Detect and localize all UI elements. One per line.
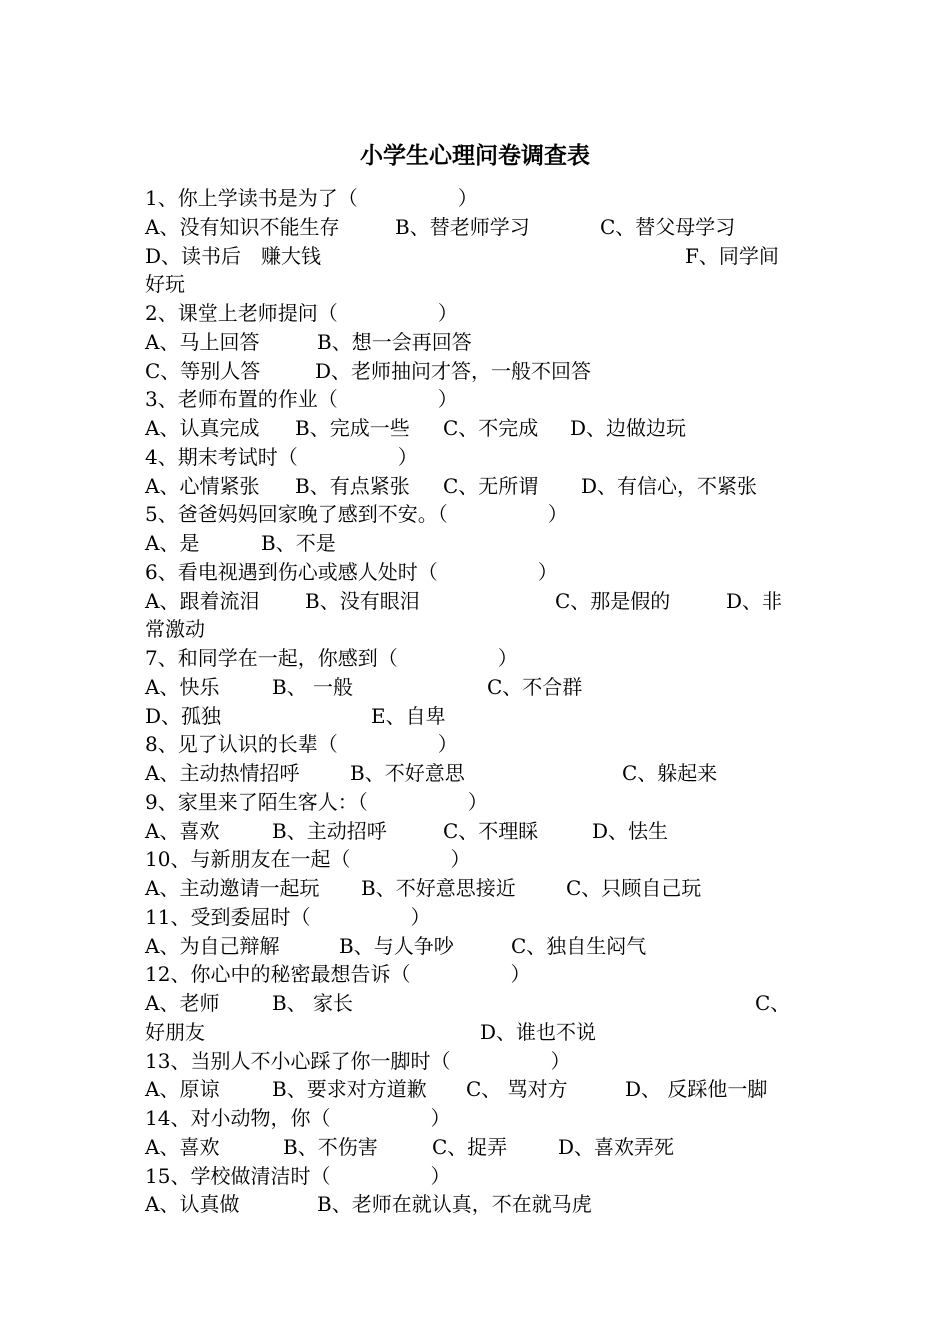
answer-option: B、 一般 xyxy=(272,674,354,699)
answer-option: F、同学间 xyxy=(685,243,779,268)
question-text: 9、家里来了陌生客人：（ ） xyxy=(145,789,488,814)
answer-option: B、没有眼泪 xyxy=(305,588,420,613)
answer-option: A、喜欢 xyxy=(145,818,220,843)
answer-option: C、等别人答 xyxy=(145,358,261,383)
answer-option: C、不合群 xyxy=(487,674,583,699)
answer-option: B、要求对方道歉 xyxy=(272,1077,427,1102)
question-text: 6、看电视遇到伤心或感人处时（ ） xyxy=(145,559,558,584)
answer-option: A、快乐 xyxy=(145,674,220,699)
answer-option: A、心情紧张 xyxy=(145,473,260,498)
answer-option: D、边做边玩 xyxy=(570,416,687,440)
question-text: 15、学校做清洁时（ ） xyxy=(145,1163,451,1188)
question-text: 1、你上学读书是为了（ ） xyxy=(145,186,478,210)
answer-option: C、 骂对方 xyxy=(466,1077,568,1102)
answer-option: B、有点紧张 xyxy=(295,473,410,498)
answer-option: B、完成一些 xyxy=(295,416,410,440)
answer-option: 好朋友 xyxy=(145,1019,205,1044)
question-text: 5、爸爸妈妈回家晚了感到不安。（ ） xyxy=(145,502,568,527)
answer-option: C、无所谓 xyxy=(443,473,539,498)
answer-option: C、替父母学习 xyxy=(600,214,736,239)
answer-option: A、没有知识不能生存 xyxy=(145,214,340,239)
answer-option: D、读书后 赚大钱 xyxy=(145,243,322,268)
answer-option: 常激动 xyxy=(145,617,205,642)
question-text: 12、你心中的秘密最想告诉（ ） xyxy=(145,962,531,987)
question-text: 4、期末考试时（ ） xyxy=(145,444,418,469)
answer-option: A、跟着流泪 xyxy=(145,588,260,613)
answer-option: D、 反踩他一脚 xyxy=(625,1077,768,1102)
answer-option: D、有信心，不紧张 xyxy=(581,473,758,498)
answer-option: C、不完成 xyxy=(443,416,539,440)
answer-option: A、马上回答 xyxy=(145,329,260,354)
question-text: 8、见了认识的长辈（ ） xyxy=(145,732,458,757)
answer-option: B、不是 xyxy=(261,531,336,555)
answer-option: C、 xyxy=(755,991,791,1015)
question-text: 14、对小动物，你（ ） xyxy=(145,1106,451,1130)
answer-option: B、不好意思接近 xyxy=(361,876,516,900)
question-text: 3、老师布置的作业（ ） xyxy=(145,387,458,412)
answer-option: A、老师 xyxy=(145,991,220,1015)
answer-option: A、主动热情招呼 xyxy=(145,761,300,785)
answer-option: A、喜欢 xyxy=(145,1134,220,1159)
answer-option: A、为自己辩解 xyxy=(145,933,280,958)
answer-option: D、非 xyxy=(726,588,783,613)
answer-option: B、与人争吵 xyxy=(339,933,454,958)
answer-option: A、认真做 xyxy=(145,1192,240,1217)
question-text: 10、与新朋友在一起（ ） xyxy=(145,847,471,872)
document-title: 小学生心理问卷调查表 xyxy=(360,142,590,169)
answer-option: A、主动邀请一起玩 xyxy=(145,876,320,900)
answer-option: A、原谅 xyxy=(145,1077,220,1102)
answer-option: B、主动招呼 xyxy=(272,818,387,843)
answer-option: D、谁也不说 xyxy=(480,1019,597,1044)
question-text: 2、课堂上老师提问（ ） xyxy=(145,301,458,325)
question-text: 11、受到委屈时（ ） xyxy=(145,904,431,929)
answer-option: E、自卑 xyxy=(371,703,446,728)
question-text: 13、当别人不小心踩了你一脚时（ ） xyxy=(145,1048,571,1073)
answer-option: B、想一会再回答 xyxy=(317,329,472,354)
answer-option: A、是 xyxy=(145,531,200,555)
answer-option: C、躲起来 xyxy=(622,761,718,785)
question-text: 7、和同学在一起，你感到（ ） xyxy=(145,646,518,670)
answer-option: A、认真完成 xyxy=(145,416,260,440)
answer-option: D、喜欢弄死 xyxy=(558,1134,675,1159)
answer-option: C、不理睬 xyxy=(443,818,539,843)
answer-option: C、捉弄 xyxy=(432,1134,508,1159)
answer-option: C、独自生闷气 xyxy=(511,933,647,958)
answer-option: B、不好意思 xyxy=(350,761,465,785)
answer-option: B、替老师学习 xyxy=(395,214,530,239)
answer-option: D、老师抽问才答，一般不回答 xyxy=(315,358,592,383)
answer-option: B、 家长 xyxy=(272,991,354,1015)
answer-option: B、老师在就认真，不在就马虎 xyxy=(317,1192,592,1217)
answer-option: D、孤独 xyxy=(145,703,222,728)
answer-option: B、不伤害 xyxy=(283,1134,378,1159)
answer-option: 好玩 xyxy=(145,272,185,297)
answer-option: C、那是假的 xyxy=(555,588,671,613)
answer-option: C、只顾自己玩 xyxy=(566,876,702,900)
answer-option: D、怯生 xyxy=(592,818,669,843)
